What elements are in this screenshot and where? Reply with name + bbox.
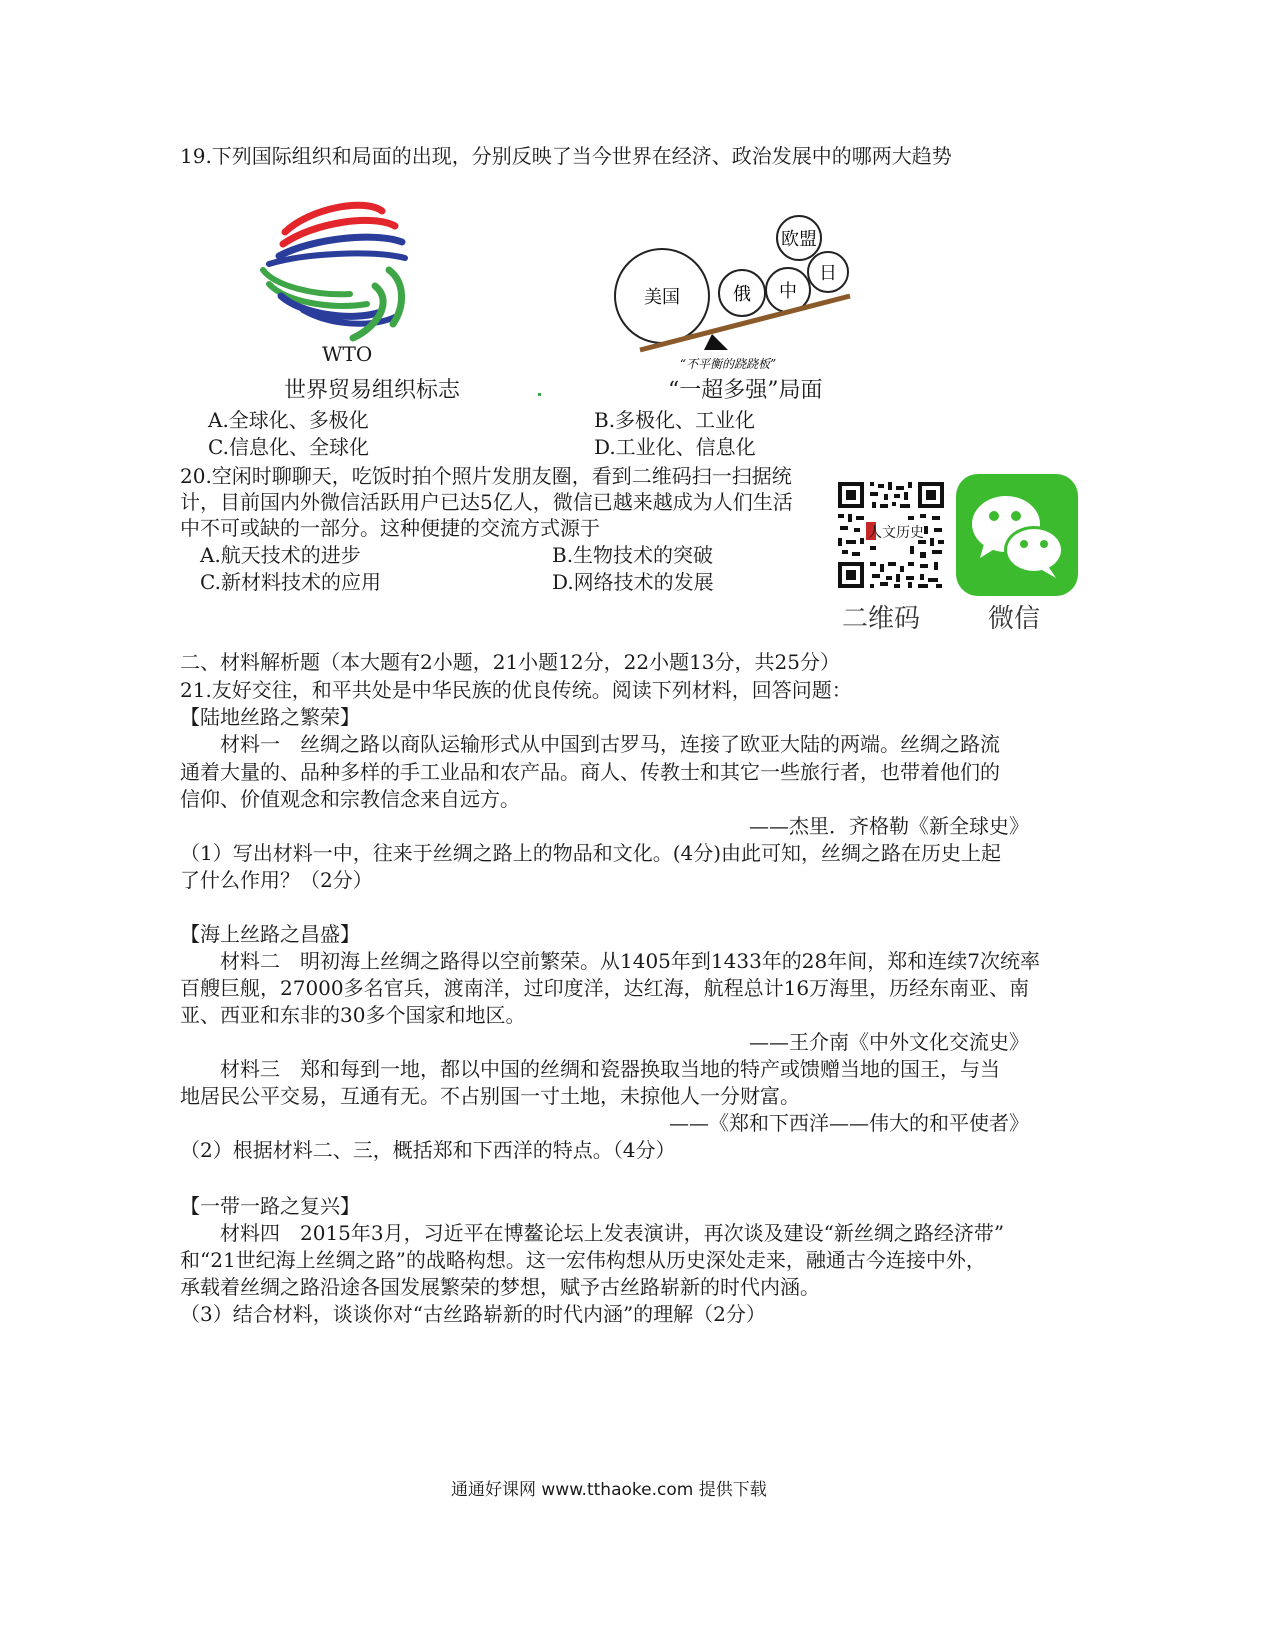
stray-dot [538,393,541,396]
wechat-icon [954,472,1080,598]
m4-line-2: 和“21世纪海上丝绸之路”的战略构想。这一宏伟构想从历史深处走来，融通古今连接中外， [180,1248,986,1272]
part2-title: 【海上丝路之昌盛】 [180,922,360,946]
m2-line-1: 材料二 明初海上丝绸之路得以空前繁荣。从1405年到1433年的28年间，郑和连续7次统率 [220,949,1040,973]
q20-option-a: A.航天技术的进步 [200,543,361,567]
q20-option-b: B.生物技术的突破 [552,543,714,567]
qr-stamp-text: 人文历史 [868,525,924,541]
m3-line-1: 材料三 郑和每到一地，都以中国的丝绸和瓷器换取当地的特产或馈赠当地的国王，与当 [220,1057,1000,1081]
qr-caption: 二维码 [842,604,921,634]
m2-line-2: 百艘巨舰，27000多名官兵，渡南洋，过印度洋，达红海，航程总计16万海里，历经东南亚、南 [180,976,1030,1000]
q20-stem-line-3: 中不可或缺的一部分。这种便捷的交流方式源于 [180,516,600,540]
q21-2: （2）根据材料二、三，概括郑和下西洋的特点。（4分） [180,1138,676,1162]
q21-1-line-1: （1）写出材料一中，往来于丝绸之路上的物品和文化。(4分)由此可知，丝绸之路在历史上起 [180,841,1002,865]
m1-line-3: 信仰、价值观念和宗教信念来自远方。 [180,787,520,811]
q19-option-c: C.信息化、全球化 [208,435,369,459]
m3-line-2: 地居民公平交易，互通有无。不占别国一寸土地，未掠他人一分财富。 [180,1084,800,1108]
q19-option-a: A.全球化、多极化 [208,408,369,432]
m2-source: ——王介南《中外文化交流史》 [749,1030,1029,1054]
wechat-caption: 微信 [988,604,1041,634]
part3-title: 【一带一路之复兴】 [180,1194,360,1218]
seesaw-diagram [600,200,870,380]
label-usa: 美国 [644,287,680,308]
label-russia: 俄 [733,284,751,305]
part1-title: 【陆地丝路之繁荣】 [180,705,360,729]
label-japan: 日 [819,263,837,284]
q21-3: （3）结合材料，谈谈你对“古丝路崭新的时代内涵”的理解（2分） [180,1302,766,1326]
q20-stem-line-2: 计，目前国内外微信活跃用户已达5亿人，微信已越来越成为人们生活 [180,490,793,514]
m1-source: ——杰里．齐格勒《新全球史》 [749,814,1029,838]
m1-line-2: 通着大量的、品种多样的手工业品和农产品。商人、传教士和其它一些旅行者，也带着他们的 [180,760,1000,784]
section2-heading: 二、材料解析题（本大题有2小题，21小题12分，22小题13分，共25分） [180,650,840,674]
m4-line-3: 承载着丝绸之路沿途各国发展繁荣的梦想，赋予古丝路崭新的时代内涵。 [180,1275,820,1299]
q19-option-b: B.多极化、工业化 [594,408,756,432]
footer-text: 通通好课网 www.tthaoke.com 提供下载 [451,1480,767,1500]
q20-option-d: D.网络技术的发展 [552,570,714,594]
wto-label: WTO [322,342,373,366]
m1-line-1: 材料一 丝绸之路以商队运输形式从中国到古罗马，连接了欧亚大陆的两端。丝绸之路流 [220,732,1000,756]
label-eu: 欧盟 [781,229,817,250]
q20-stem-line-1: 20.空闲时聊聊天，吃饭时拍个照片发朋友圈，看到二维码扫一扫据统 [180,464,792,488]
caption-wto: 世界贸易组织标志 [284,378,461,403]
label-china: 中 [779,281,797,302]
q21-stem: 21.友好交往，和平共处是中华民族的优良传统。阅读下列材料，回答问题： [180,678,852,702]
m2-line-3: 亚、西亚和东非的30多个国家和地区。 [180,1003,526,1027]
q19-stem: 19.下列国际组织和局面的出现，分别反映了当今世界在经济、政治发展中的哪两大趋势 [180,144,952,168]
q19-option-d: D.工业化、信息化 [594,435,756,459]
m4-line-1: 材料四 2015年3月，习近平在博鳌论坛上发表演讲，再次谈及建设“新丝绸之路经济带” [220,1221,1005,1245]
q21-1-line-2: 了什么作用？（2分） [180,868,373,892]
wto-logo-icon [255,198,430,348]
qr-code-icon [836,480,946,590]
seesaw-fulcrum [704,334,728,350]
m3-source: ——《郑和下西洋——伟大的和平使者》 [669,1111,1029,1135]
seesaw-caption: “不平衡的跷跷板” [679,357,777,371]
caption-seesaw: “一超多强”局面 [668,378,823,403]
q20-option-c: C.新材料技术的应用 [200,570,381,594]
